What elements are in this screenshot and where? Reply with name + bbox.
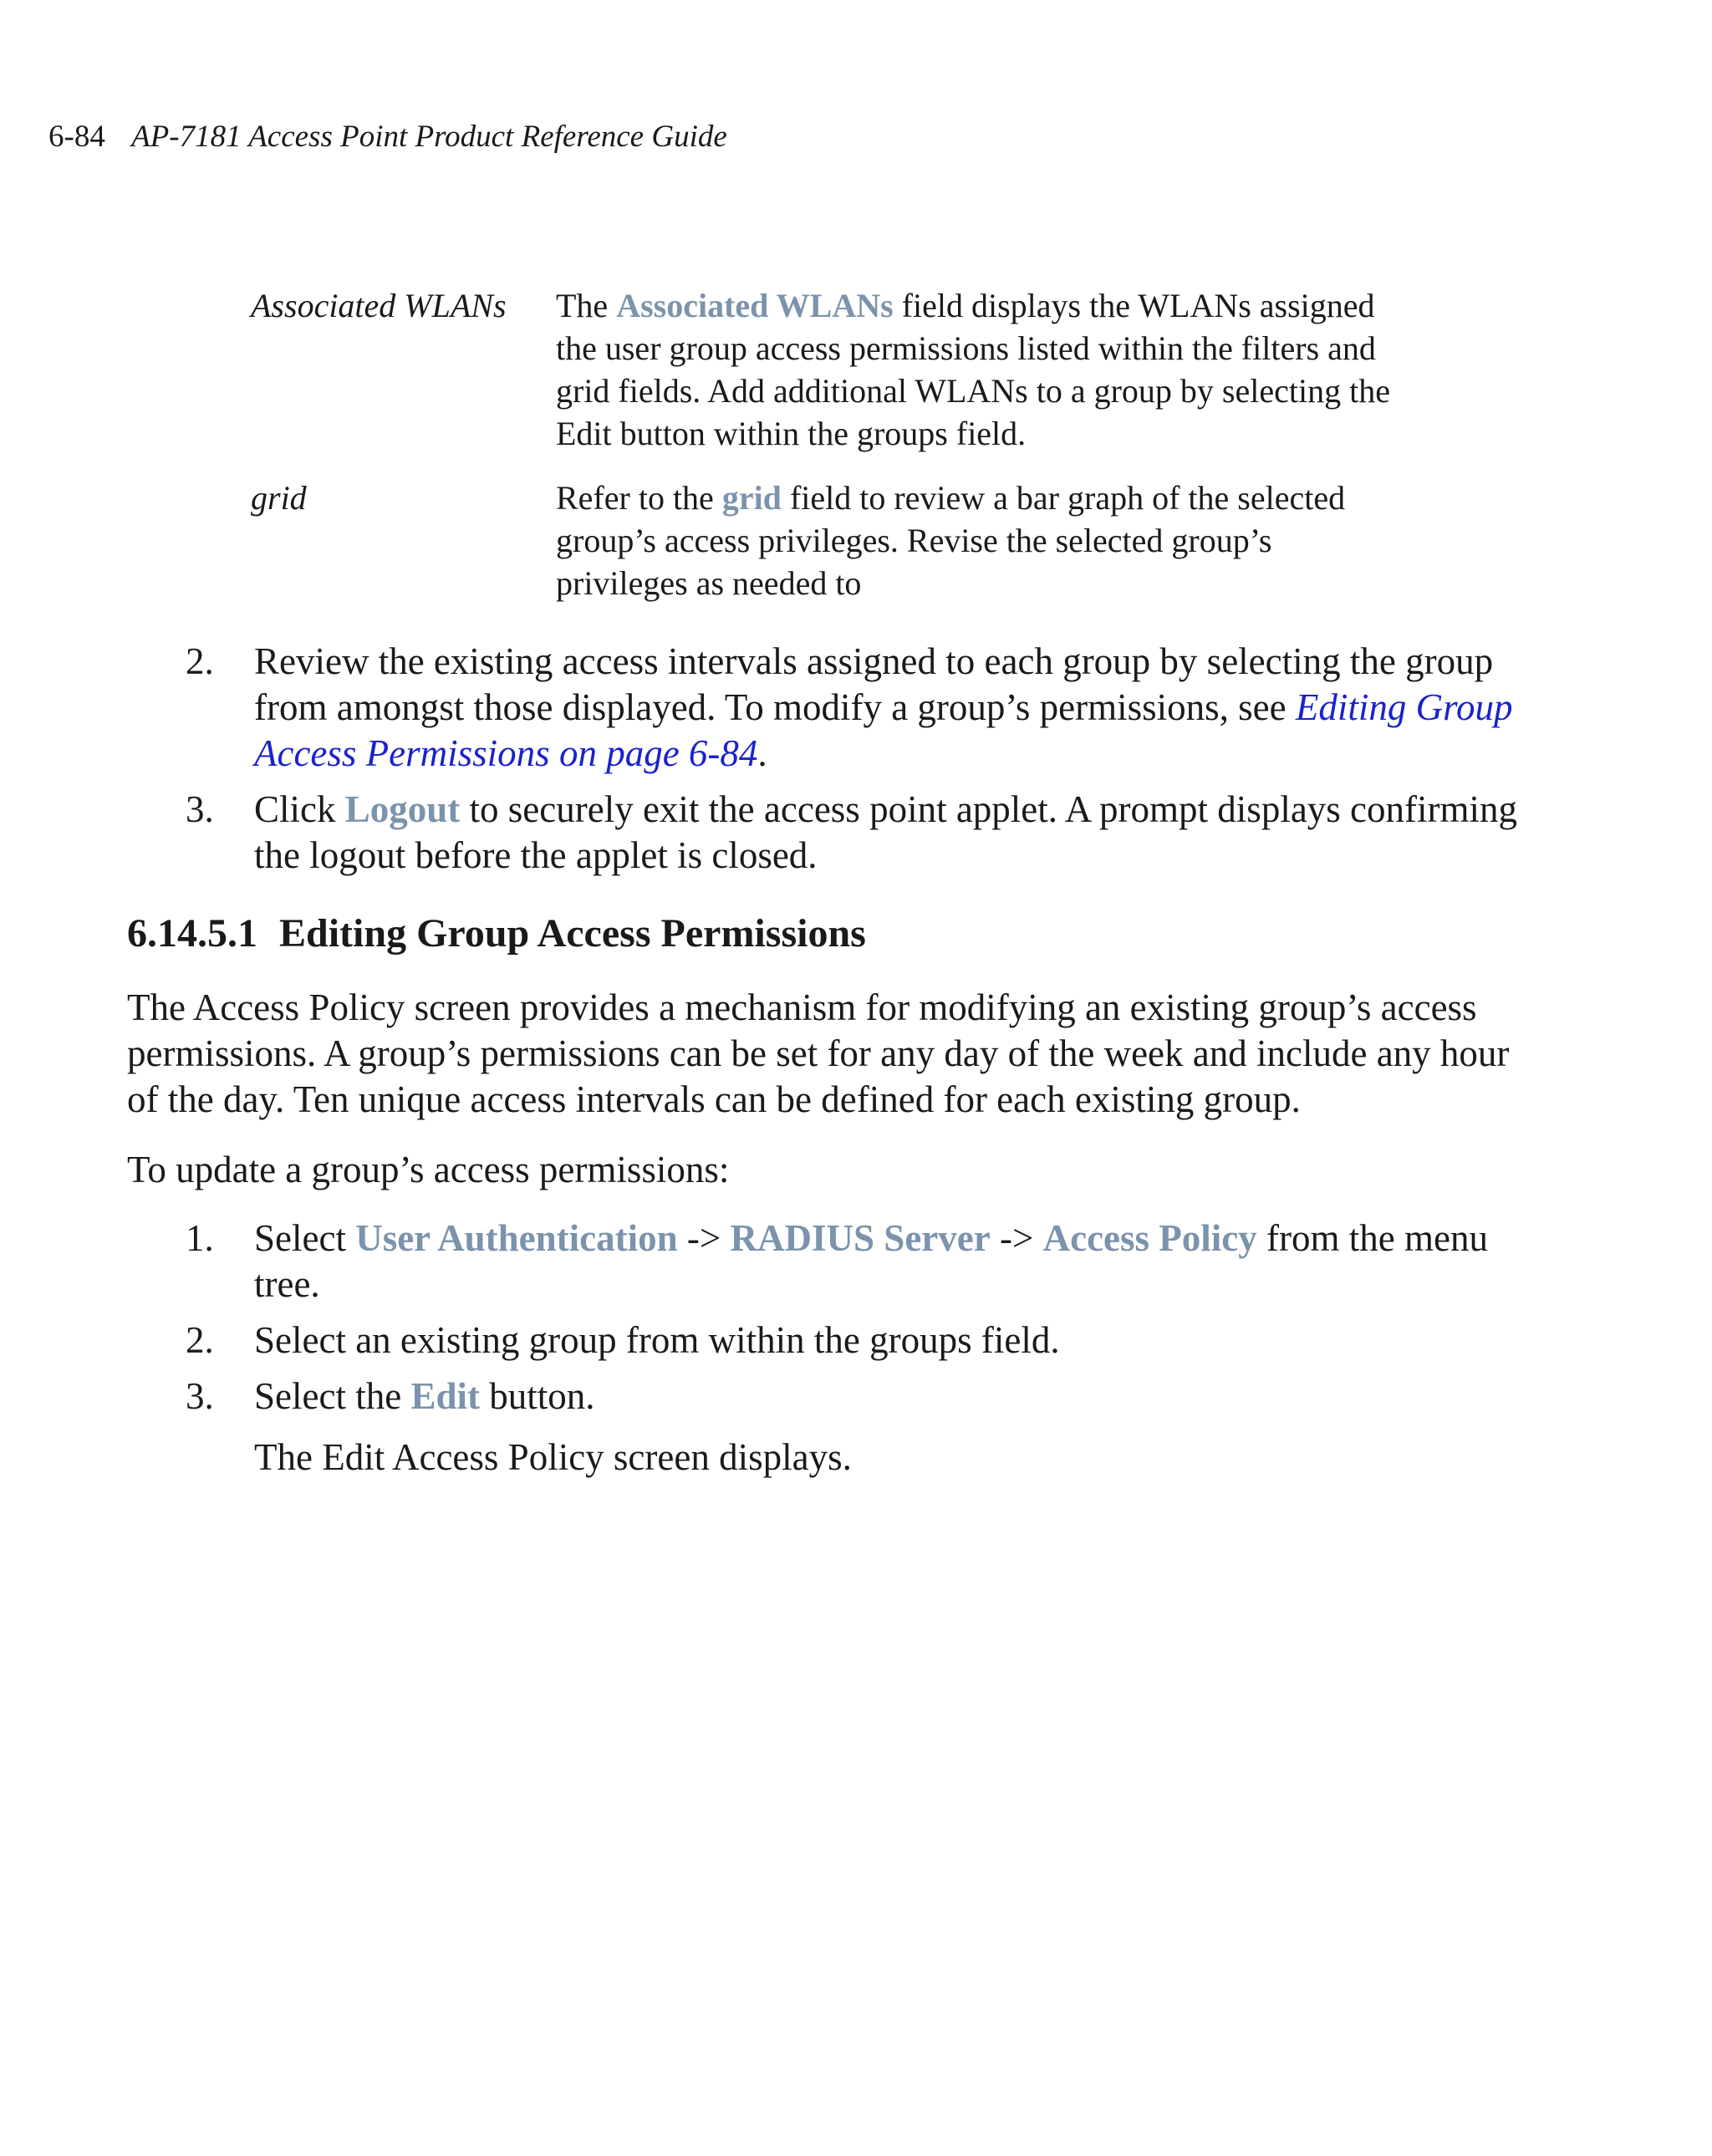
step-text (254, 639, 1540, 777)
step-text (254, 1374, 1540, 1419)
update-intro: To update a group’s access permissions: (127, 1149, 730, 1190)
field-definition-table (251, 284, 1421, 626)
ui-reference: Associated WLANs (616, 287, 894, 324)
menu-separator: -> (677, 1217, 731, 1259)
step-text: Select an existing group from within the groups field. (254, 1319, 1060, 1361)
page-number: 6-84 (48, 120, 105, 154)
step-text-part: . (757, 732, 767, 774)
step-item (186, 1318, 1540, 1363)
closing-note: The Edit Access Policy screen displays. (254, 1436, 852, 1478)
description-text: field displays the WLANs assigned the user group access permissions listed within the filters and grid fields. Add additional WLANs to a group by selecting the Edit button within the groups field. (556, 287, 1390, 452)
step-text-part: from the menu tree. (254, 1217, 1488, 1305)
step-number: 2. (186, 640, 214, 682)
step-text-part: button. (479, 1375, 595, 1417)
section-heading (127, 910, 866, 958)
ui-reference: grid (721, 479, 782, 517)
description-text: field to review a bar graph of the selected group’s access privileges. Revise the selected group’s privileges as needed to (556, 479, 1346, 602)
definition-description (556, 477, 1409, 604)
step-text-part: Select the (254, 1375, 411, 1417)
procedure-steps (186, 639, 1540, 889)
step-number: 3. (186, 1375, 214, 1417)
ui-reference: RADIUS Server (730, 1217, 991, 1259)
definition-row (251, 284, 1421, 455)
ui-reference: Access Policy (1042, 1217, 1257, 1259)
ui-reference: Edit (410, 1375, 480, 1417)
page-header (48, 117, 727, 157)
menu-separator: -> (990, 1217, 1043, 1259)
step-text (254, 1216, 1540, 1307)
step-text-part: Review the existing access intervals assigned to each group by selecting the group from amongst those displayed. To modify a group’s permissions, see (254, 640, 1494, 728)
definition-term: grid (251, 479, 307, 517)
step-text-part: Select (254, 1217, 356, 1259)
section-title: Editing Group Access Permissions (279, 911, 866, 956)
procedure-steps (186, 1216, 1540, 1430)
description-text: Refer to the (556, 479, 722, 517)
step-text-part: Click (254, 788, 345, 830)
step-number: 2. (186, 1319, 214, 1361)
section-number: 6.14.5.1 (127, 911, 257, 956)
definition-description (556, 284, 1409, 455)
step-item (186, 1374, 1540, 1419)
step-item (186, 1216, 1540, 1307)
step-text (254, 787, 1540, 879)
step-number: 3. (186, 788, 214, 830)
ui-reference: User Authentication (355, 1217, 678, 1259)
step-item (186, 639, 1540, 777)
ui-reference: Logout (344, 788, 461, 830)
definition-row (251, 477, 1421, 604)
step-number: 1. (186, 1217, 214, 1259)
step-text-part: to securely exit the access point applet. A prompt displays confirming the logout before the applet is closed. (254, 788, 1518, 876)
step-item (186, 787, 1540, 879)
definition-term: Associated WLANs (251, 287, 507, 324)
intro-paragraph: The Access Policy screen provides a mechanism for modifying an existing group’s access permissions. A group’s permissions can be set for any day of the week and include any hour of the day. Ten unique access intervals can be defined for each existing group. (127, 986, 1510, 1120)
cross-reference-link[interactable]: Editing Group Access Permissions on page 6-84 (254, 686, 1513, 774)
description-text: The (556, 287, 617, 324)
guide-title: AP-7181 Access Point Product Reference Guide (131, 120, 727, 154)
